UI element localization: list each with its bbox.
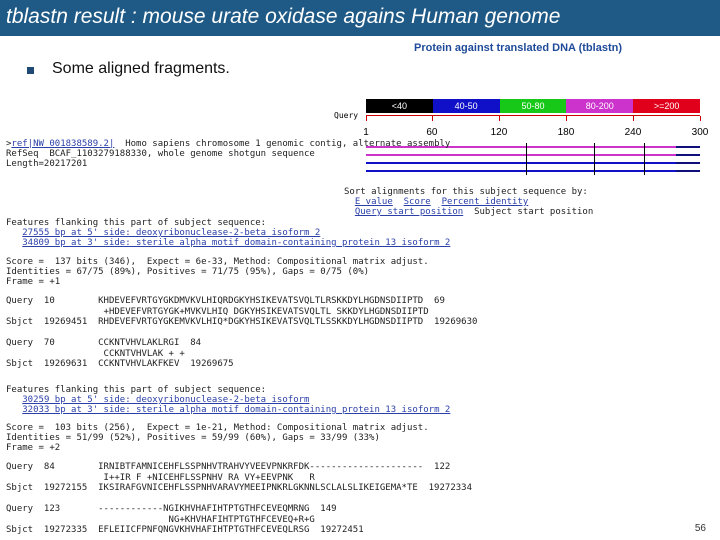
hit-separator: [594, 167, 595, 175]
blast-graphic-summary: [322, 40, 714, 138]
accession-link[interactable]: ref|NW_001838589.2|: [11, 139, 115, 149]
alignment-row: Query 10 KHDEVEFVRTGYGKDMVKVLHIQRDGKYHSIKEVATSVQLTLRSKKDYLHGDNSDIIPTD 69: [6, 296, 445, 306]
hit-separator: [526, 151, 527, 159]
score-line: Score = 103 bits (256), Expect = 1e-21, Method: Compositional matrix adjust.: [6, 423, 429, 433]
alignment-row: Sbjct 19269451 RHDEVEFVRTGYGKEMVKVLHIQ*DGKYHSIKEVATSVQLTLSSKKDYLHGDNSDIIPTD 19269630: [6, 317, 478, 327]
alignment-row: [6, 494, 472, 505]
hit-line-segment: [676, 162, 700, 164]
axis-tick: [566, 116, 567, 121]
axis-tick: [432, 116, 433, 121]
alignment-row: Query 70 CCKNTVHVLAKLRGI 84: [6, 338, 202, 348]
sort-query-start-link[interactable]: Query start position: [354, 207, 464, 217]
sort-heading: Sort alignments for this subject sequence by:: [344, 187, 588, 197]
axis-tick-label: 240: [624, 127, 642, 138]
graphic-title: Protein against translated DNA (tblastn): [413, 42, 622, 54]
sort-box: [344, 187, 593, 217]
alignment-row: Query 84 IRNIBTFAMNICEHFLSSPNHVTRAHVYVEEVPNKRFDK--------------------- 122: [6, 462, 451, 472]
hit-separator: [644, 151, 645, 159]
hit-separator: [594, 143, 595, 151]
hit-separator: [644, 143, 645, 151]
hit-line-segment: [676, 154, 700, 156]
hit-header: [6, 139, 450, 169]
features-heading: Features flanking this part of subject sequence:: [6, 218, 267, 228]
slide-title: tblastn result : mouse urate oxidase agains Human genome: [6, 5, 561, 28]
alignment-row: [6, 328, 477, 339]
page-number: 56: [694, 523, 706, 534]
alignment-row: CCKNTVHVLAK + +: [6, 348, 185, 359]
axis-tick-label: 120: [490, 127, 508, 138]
alignment-1-features: [6, 218, 450, 248]
score-color-legend: [366, 99, 700, 113]
score-legend-segment: <40: [366, 99, 433, 113]
alignment-1-rows: [6, 296, 477, 370]
hit-separator: [594, 151, 595, 159]
axis-tick: [499, 116, 500, 121]
axis-tick-label: 60: [426, 127, 438, 138]
alignment-row: Sbjct 19269631 CCKNTVHVLAKFKEV 19269675: [6, 359, 234, 369]
hit-line-segment: [676, 170, 700, 172]
hit-header-length: Length=20217201: [6, 159, 88, 169]
score-legend-segment: 50-80: [500, 99, 567, 113]
score-legend-segment: 80-200: [566, 99, 633, 113]
hit-separator: [526, 159, 527, 167]
axis-tick-label: 1: [363, 127, 369, 138]
query-axis-line: [366, 115, 700, 116]
hit-line-segment: [676, 146, 700, 148]
hit-separator: [644, 167, 645, 175]
hit-line[interactable]: [366, 170, 700, 172]
alignment-row: +HDEVEFVRTGYGK+MVKVLHIQ DGKYHSIKEVATSVQLTL SKKDYLHGDNSDIIPTD: [6, 306, 429, 317]
features-heading: Features flanking this part of subject sequence:: [6, 385, 267, 395]
axis-tick: [366, 116, 367, 121]
alignment-row: Sbjct 19272335 EFLEIICFPNFQNGVKHVHAFIHTPTGTHFCEVEQLRSG 19272451: [6, 525, 364, 535]
alignment-2-rows: [6, 462, 472, 536]
feature-link-3prime[interactable]: 32033 bp at 3' side: sterile alpha motif domain-containing protein 13 isoform 2: [22, 405, 451, 415]
feature-link-3prime[interactable]: 34809 bp at 3' side: sterile alpha motif domain-containing protein 13 isoform 2: [22, 238, 451, 248]
score-line: Score = 137 bits (346), Expect = 6e-33, Method: Compositional matrix adjust.: [6, 257, 429, 267]
alignment-1-stats: [6, 257, 429, 287]
identities-line: Identities = 51/99 (52%), Positives = 59/99 (60%), Gaps = 33/99 (33%): [6, 433, 380, 443]
feature-link-5prime[interactable]: 30259 bp at 5' side: deoxyribonuclease-2-beta isoform: [22, 395, 310, 405]
alignment-2-stats: [6, 423, 429, 453]
query-label: Query: [334, 111, 359, 120]
bullet-text: Some aligned fragments.: [52, 60, 230, 77]
hit-separator: [644, 159, 645, 167]
frame-line: Frame = +1: [6, 277, 61, 287]
hit-header-desc: Homo sapiens chromosome 1 genomic contig, alternate assembly: [114, 139, 451, 149]
hit-separator: [594, 159, 595, 167]
frame-line: Frame = +2: [6, 443, 61, 453]
identities-line: Identities = 67/75 (89%), Positives = 71/75 (95%), Gaps = 0/75 (0%): [6, 267, 370, 277]
sort-subject-start: Subject start position: [474, 207, 594, 217]
hit-header-prefix: >: [6, 139, 12, 149]
feature-link-5prime[interactable]: 27555 bp at 5' side: deoxyribonuclease-2-beta isoform 2: [22, 228, 321, 238]
alignment-row: I++IR F +NICEHFLSSPNHV RA VY+EEVPNK R: [6, 472, 315, 483]
sort-evalue-link[interactable]: E value: [354, 197, 393, 207]
axis-tick-label: 300: [691, 127, 709, 138]
alignment-row: Sbjct 19272155 IKSIRAFGVNICEHFLSSPNHVARAVYMEEIPNKRLGKNNLSCLALSLIKEIGEMA*TE 19272334: [6, 483, 472, 493]
alignment-row: Query 123 ------------NGIKHVHAFIHTPTGTHFCEVEQMRNG 149: [6, 504, 337, 514]
score-legend-segment: >=200: [633, 99, 700, 113]
sort-identity-link[interactable]: Percent identity: [441, 197, 529, 207]
bullet-square-icon: [27, 67, 34, 74]
axis-tick: [633, 116, 634, 121]
slide-title-bar: [0, 0, 720, 36]
alignment-2-features: [6, 385, 450, 415]
sort-score-link[interactable]: Score: [403, 197, 431, 207]
axis-tick: [700, 116, 701, 121]
hit-separator: [526, 143, 527, 151]
hit-header-line2: RefSeq BCAF_1103279188330, whole genome shotgun sequence: [6, 149, 315, 159]
hit-separator: [526, 167, 527, 175]
alignment-row: NG+KHVHAFIHTPTGTHFCEVEQ+R+G: [6, 514, 315, 525]
score-legend-segment: 40-50: [433, 99, 500, 113]
axis-tick-label: 180: [557, 127, 575, 138]
